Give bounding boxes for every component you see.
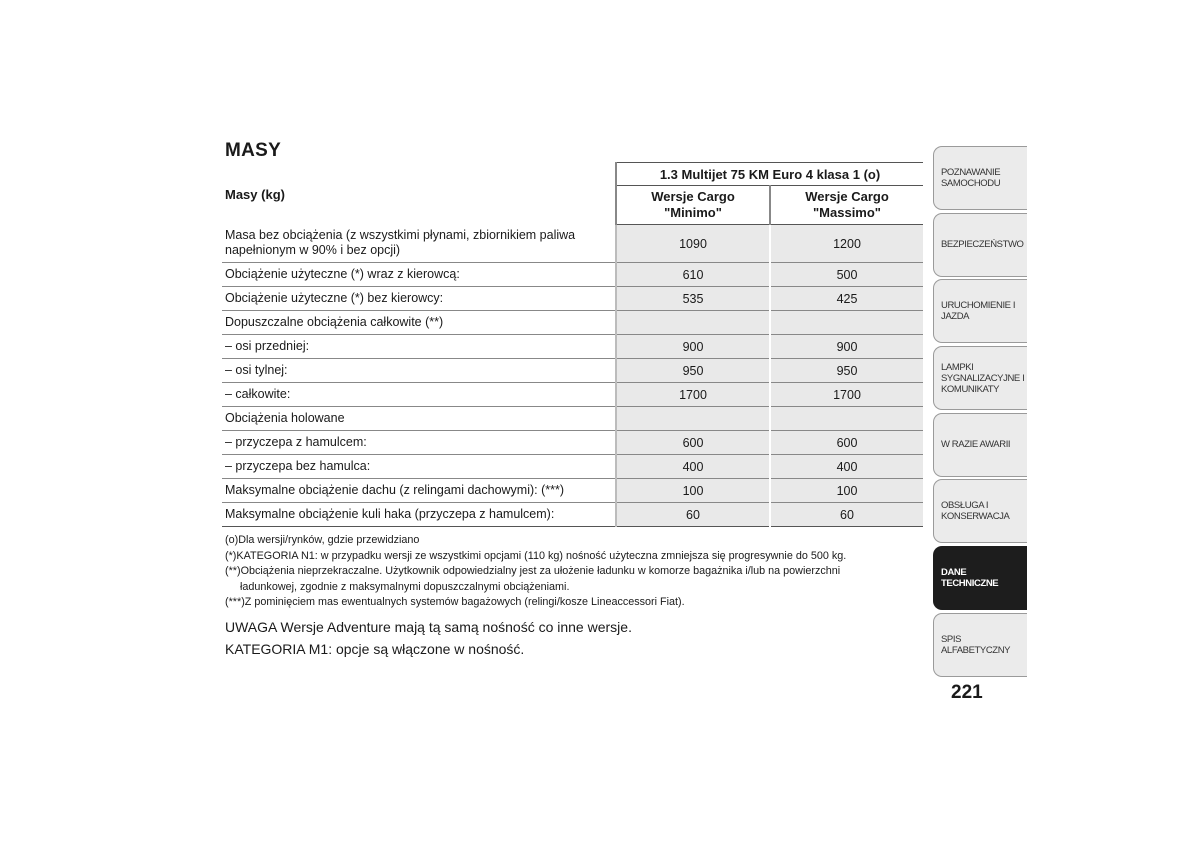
chapter-tab-label: URUCHOMIENIE I JAZDA: [941, 300, 1016, 323]
value-minimo: 600: [616, 431, 770, 455]
table-row: [222, 479, 923, 503]
table-row: [222, 455, 923, 479]
value-massimo: 950: [770, 359, 923, 383]
remark: UWAGA Wersje Adventure mają tą samą nośność co inne wersje.: [225, 619, 632, 635]
value-massimo: 600: [770, 431, 923, 455]
chapter-tab-label: DANE TECHNICZNE: [941, 567, 999, 590]
page-number: 221: [951, 682, 983, 703]
row-label: Maksymalne obciążenie dachu (z relingami dachowymi): (***): [222, 479, 616, 503]
row-label: Masa bez obciążenia (z wszystkimi płynami, zbiornikiem paliwa napełnionym w 90% i bez opcji): [222, 225, 616, 263]
row-label: Maksymalne obciążenie kuli haka (przyczepa z hamulcem):: [222, 503, 616, 527]
value-minimo: 1700: [616, 383, 770, 407]
table-row: [222, 503, 923, 527]
table-row: [222, 335, 923, 359]
row-label: – przyczepa bez hamulca:: [222, 455, 616, 479]
value-minimo: 1090: [616, 225, 770, 263]
column-header-massimo: Wersje Cargo "Massimo": [770, 186, 923, 225]
masses-table: [222, 162, 923, 527]
chapter-tab[interactable]: [933, 613, 1027, 677]
row-label: Obciążenie użyteczne (*) bez kierowcy:: [222, 287, 616, 311]
chapter-tab-label: SPIS ALFABETYCZNY: [941, 633, 1011, 656]
value-massimo: 1700: [770, 383, 923, 407]
footnote: (*)KATEGORIA N1: w przypadku wersji ze wszystkimi opcjami (110 kg) nośność użyteczna zmniejsza się progresywnie do 500 kg.: [225, 549, 847, 562]
table-row: [222, 311, 923, 335]
chapter-tab-label: BEZPIECZEŃSTWO: [941, 239, 1024, 251]
row-label: Dopuszczalne obciążenia całkowite (**): [222, 311, 616, 335]
value-minimo: 100: [616, 479, 770, 503]
chapter-tab-label: W RAZIE AWARII: [941, 439, 1011, 451]
value-massimo: 60: [770, 503, 923, 527]
table-row: [222, 407, 923, 431]
chapter-tab[interactable]: [933, 479, 1027, 543]
value-massimo: 500: [770, 263, 923, 287]
footnote: (o)Dla wersji/rynków, gdzie przewidziano: [225, 534, 420, 546]
table-row: [222, 383, 923, 407]
table-row: [222, 225, 923, 263]
page-title: MASY: [225, 140, 282, 161]
chapter-tab[interactable]: [933, 346, 1027, 410]
table-row: [222, 287, 923, 311]
remark: KATEGORIA M1: opcje są włączone w nośność.: [225, 641, 525, 657]
value-massimo: 1200: [770, 225, 923, 263]
row-label: – osi tylnej:: [222, 359, 616, 383]
footnote: (**)Obciążenia nieprzekraczalne. Użytkownik odpowiedzialny jest za ułożenie ładunku w komorze bagażnika i/lub na powierzchni: [225, 565, 841, 577]
row-label: Obciążenie użyteczne (*) wraz z kierowcą:: [222, 263, 616, 287]
footnote: ładunkowej, zgodnie z maksymalnymi dopuszczalnymi obciążeniami.: [240, 580, 570, 593]
value-massimo: 400: [770, 455, 923, 479]
row-label: – całkowite:: [222, 383, 616, 407]
row-label: – osi przedniej:: [222, 335, 616, 359]
table-row-header: Masy (kg): [225, 186, 285, 202]
value-minimo: 60: [616, 503, 770, 527]
chapter-tab[interactable]: [933, 413, 1027, 477]
table-row: [222, 431, 923, 455]
table-row: [222, 263, 923, 287]
value-minimo: 610: [616, 263, 770, 287]
value-minimo: 535: [616, 287, 770, 311]
remarks: [225, 616, 925, 660]
chapter-tabs: [933, 146, 1027, 680]
value-massimo: 100: [770, 479, 923, 503]
table-row: [222, 359, 923, 383]
chapter-tab-label: POZNAWANIE SAMOCHODU: [941, 167, 1001, 189]
engine-group-header: 1.3 Multijet 75 KM Euro 4 klasa 1 (o): [616, 163, 923, 186]
value-minimo: [616, 311, 770, 335]
chapter-tab-label: LAMPKI SYGNALIZACYJNE I KOMUNIKATY: [941, 361, 1025, 395]
value-massimo: [770, 407, 923, 431]
chapter-tab[interactable]: [933, 146, 1027, 210]
chapter-tab[interactable]: [933, 546, 1027, 610]
footnotes: [225, 533, 925, 611]
row-label: Obciążenia holowane: [222, 407, 616, 431]
chapter-tab[interactable]: [933, 279, 1027, 343]
chapter-tab[interactable]: [933, 213, 1027, 277]
column-header-minimo: Wersje Cargo "Minimo": [616, 186, 770, 225]
value-minimo: 950: [616, 359, 770, 383]
value-massimo: 425: [770, 287, 923, 311]
value-minimo: [616, 407, 770, 431]
chapter-tab-label: OBSŁUGA I KONSERWACJA: [941, 500, 1010, 523]
row-label: – przyczepa z hamulcem:: [222, 431, 616, 455]
value-minimo: 900: [616, 335, 770, 359]
footnote: (***)Z pominięciem mas ewentualnych systemów bagażowych (relingi/kosze Lineaccessori Fiat).: [225, 596, 685, 608]
value-massimo: [770, 311, 923, 335]
table-body: [222, 225, 923, 527]
value-minimo: 400: [616, 455, 770, 479]
value-massimo: 900: [770, 335, 923, 359]
